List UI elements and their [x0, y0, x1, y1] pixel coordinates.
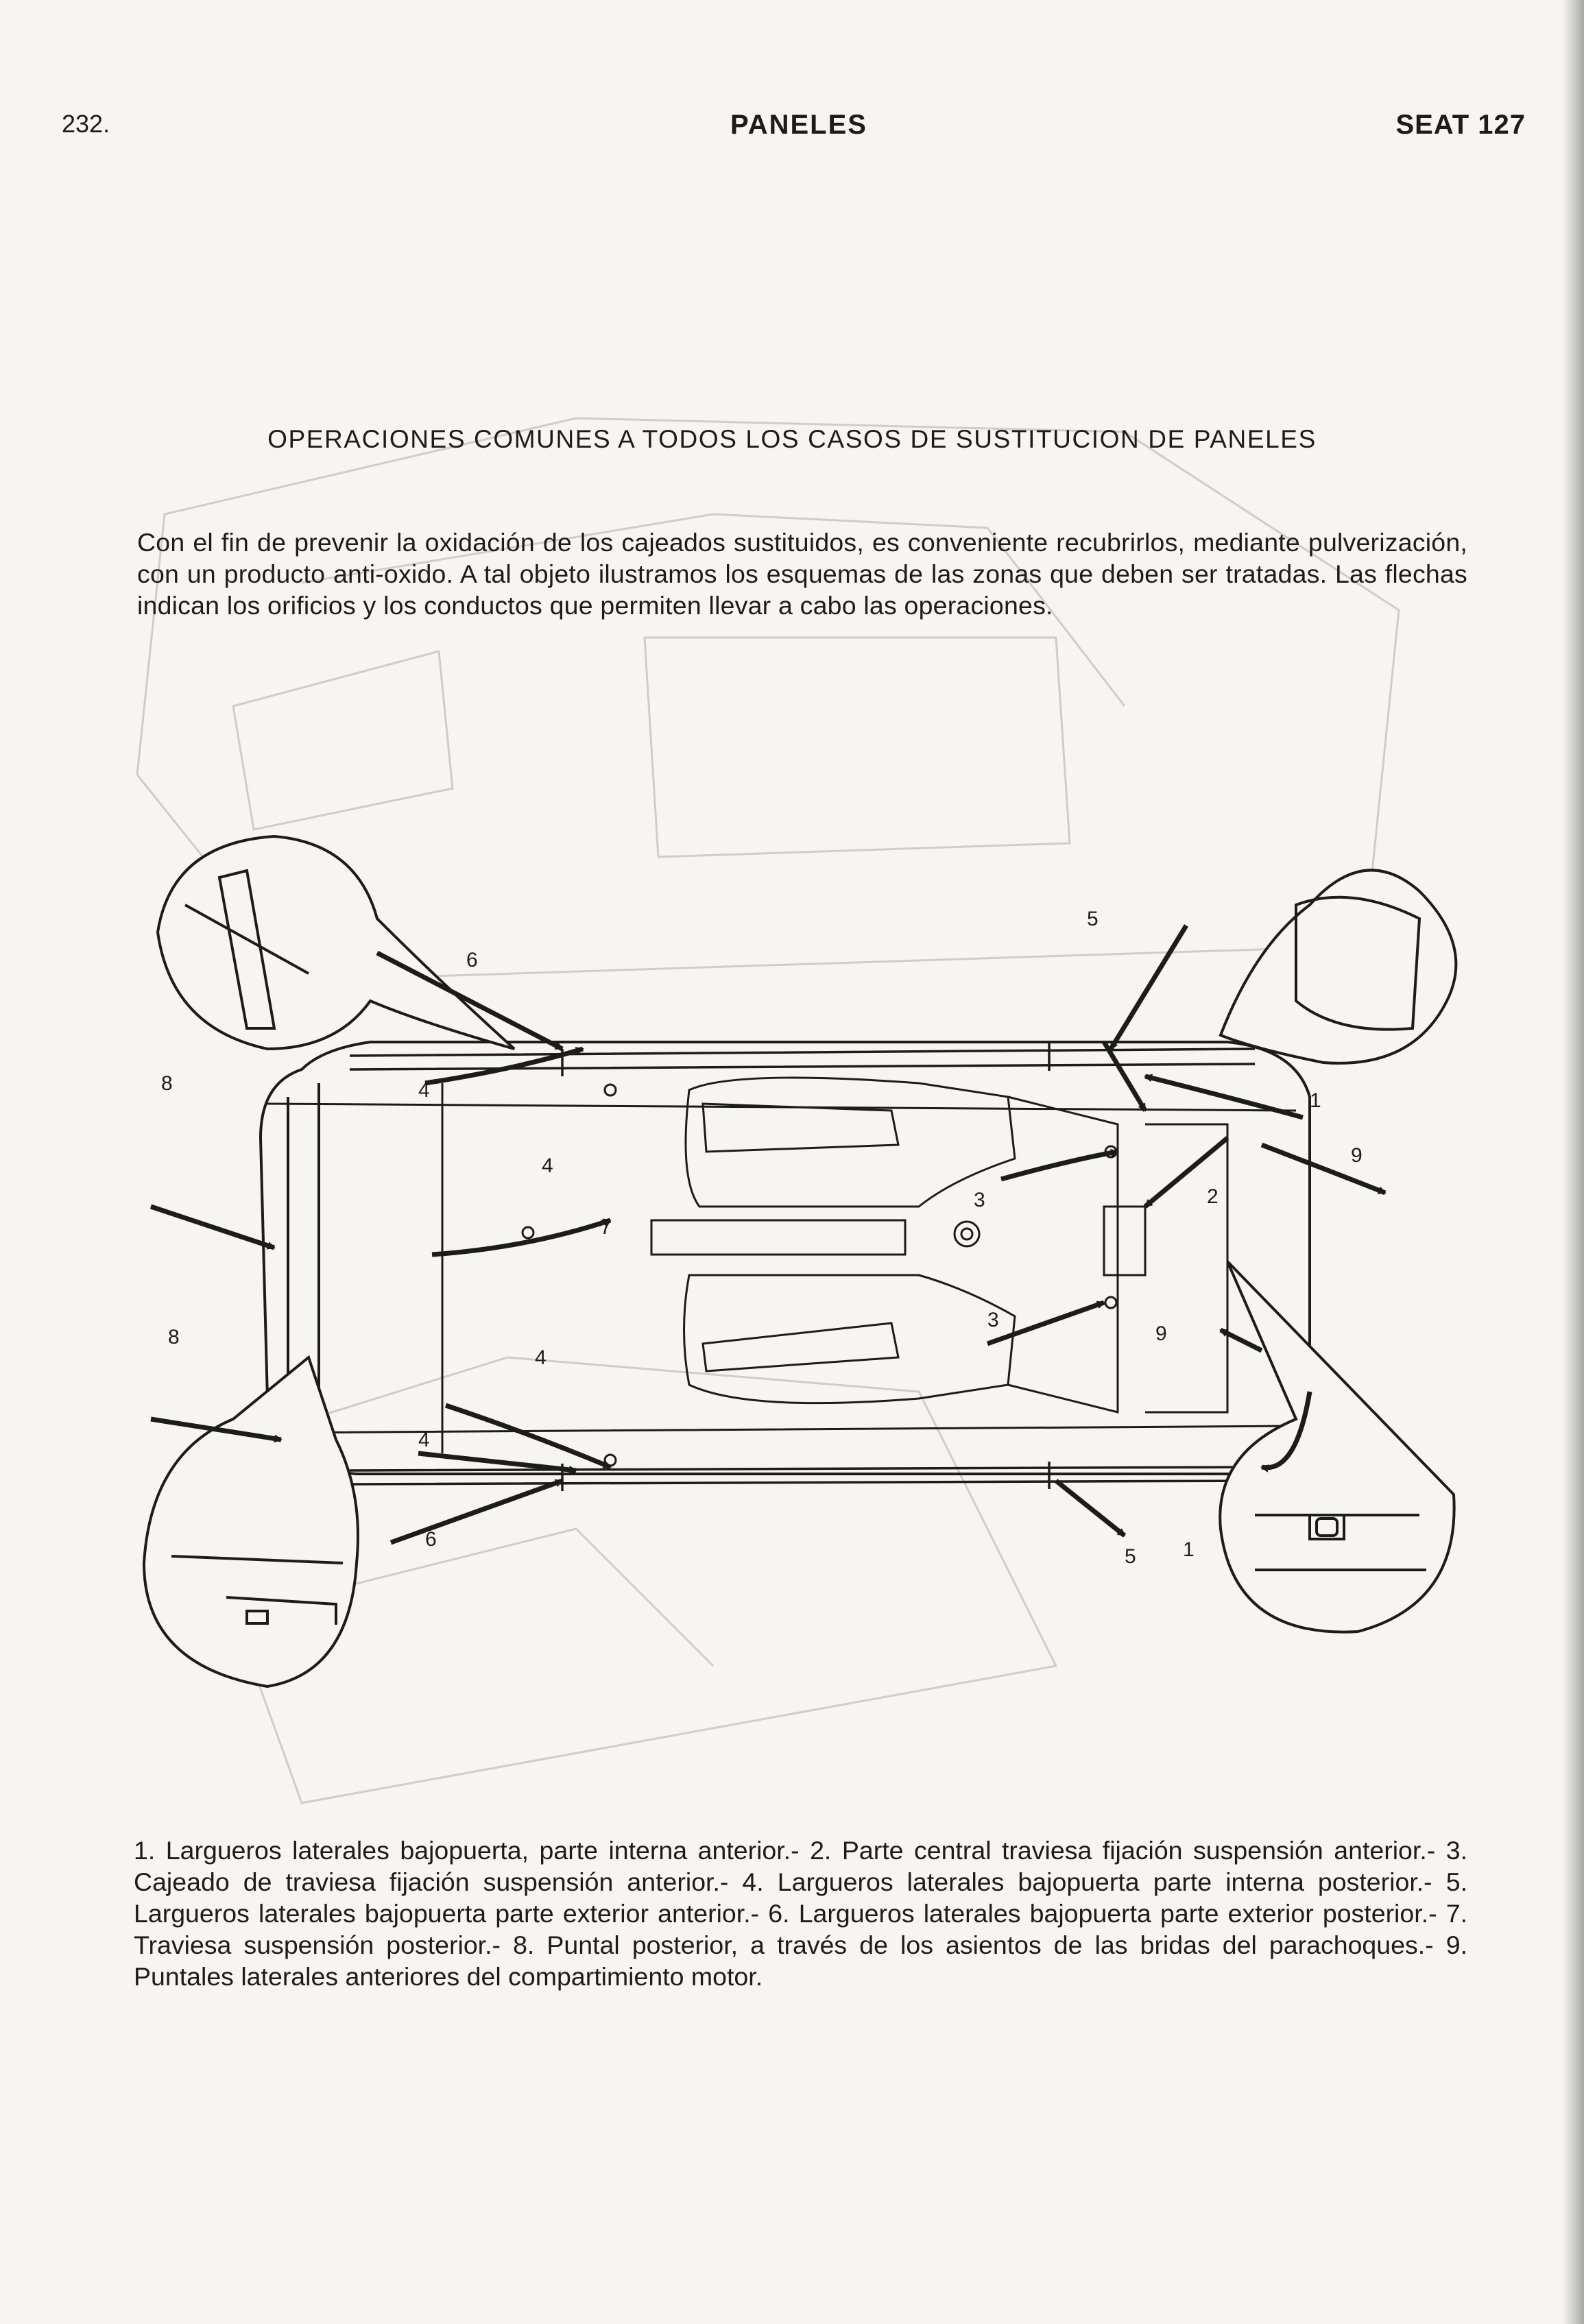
label-4-c: 4 [535, 1346, 547, 1369]
page-number: 232. [62, 110, 110, 138]
label-5-b: 5 [1125, 1545, 1136, 1568]
intro-paragraph: Con el fin de prevenir la oxidación de los cajeados sustituidos, es conveniente recubrirlos, mediante pulverización, con un producto anti-oxido. A tal objeto ilustramos los esquemas de las zonas que deben ser tratadas. Las flechas indican los orificios y los conductos que permiten llevar a cabo las operaciones. [137, 528, 1467, 620]
label-3-a: 3 [974, 1189, 985, 1211]
label-9-a: 9 [1351, 1144, 1363, 1167]
label-8-b: 8 [168, 1326, 180, 1348]
underbody-diagram [130, 823, 1474, 1734]
label-6-b: 6 [425, 1528, 437, 1551]
detail-circle-front-right [1221, 870, 1456, 1063]
detail-circle-front-lower [1220, 1261, 1454, 1632]
label-1-b: 1 [1183, 1538, 1195, 1561]
detail-circle-rear-left [158, 836, 514, 1049]
brand-title: SEAT 127 [1395, 110, 1526, 140]
label-3-b: 3 [987, 1309, 999, 1331]
detail-circle-rear-lower [144, 1357, 358, 1686]
label-1-a: 1 [1310, 1089, 1321, 1112]
label-4-d: 4 [418, 1429, 430, 1451]
label-5-a: 5 [1087, 908, 1099, 930]
label-6-a: 6 [466, 949, 478, 971]
page-edge-shadow [1562, 0, 1584, 2324]
label-2: 2 [1207, 1185, 1219, 1208]
label-8-a: 8 [161, 1072, 173, 1095]
label-7: 7 [600, 1216, 612, 1239]
label-4-a: 4 [418, 1079, 430, 1102]
label-4-b: 4 [542, 1154, 553, 1177]
page-title: OPERACIONES COMUNES A TODOS LOS CASOS DE SUSTITUCION DE PANELES [267, 425, 1317, 453]
side-rails [350, 1043, 1255, 1491]
label-9-b: 9 [1155, 1322, 1167, 1345]
diagram-caption: 1. Largueros laterales bajopuerta, parte interna anterior.- 2. Parte central traviesa fijación suspensión anterior.- 3. Cajeado de traviesa fijación suspensión anterior.- 4. Largueros laterales bajopuerta parte interna posterior.- 5. Largueros laterales bajopuerta parte exterior anterior.- 6. Largueros laterales bajopuerta parte exterior posterior.- 7. Traviesa suspensión posterior.- 8. Puntal posterior, a través de los asientos de las bridas del parachoques.- 9. Puntales laterales anteriores del compartimiento motor. [134, 1836, 1467, 1991]
floor-pan [651, 1078, 1227, 1412]
section-title: PANELES [730, 110, 867, 140]
